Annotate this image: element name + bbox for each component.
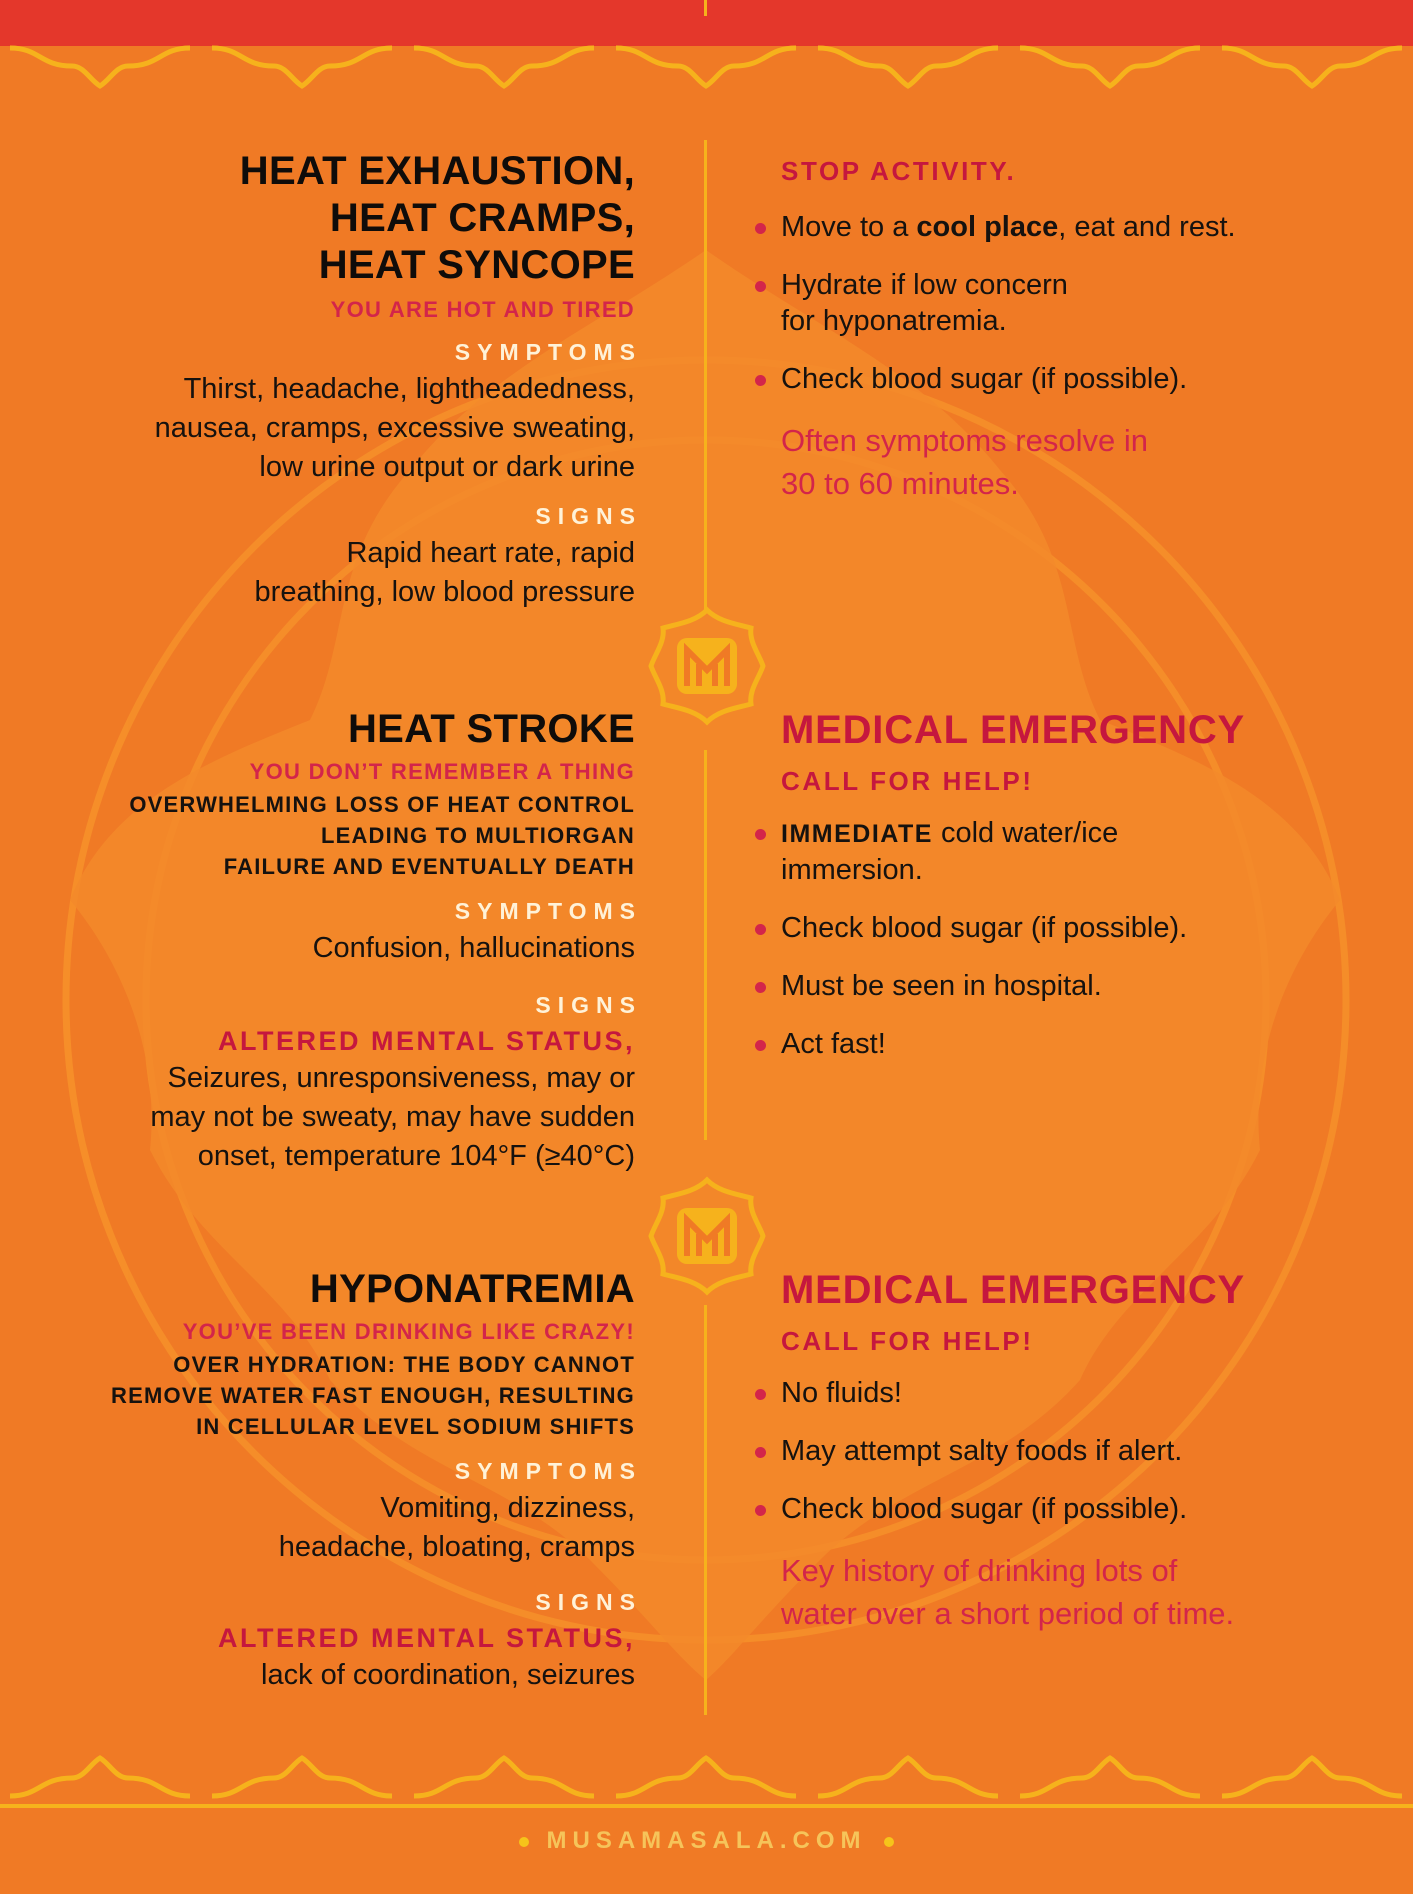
title-line: HEAT STROKE <box>347 707 635 751</box>
list-item <box>781 1026 1381 1062</box>
bullet-text: cold water/ice <box>932 817 1119 849</box>
signs-text <box>15 534 635 612</box>
signs-line: lack of coordination, seizures <box>261 1659 635 1691</box>
symptoms-line: headache, bloating, cramps <box>278 1531 635 1563</box>
action-list <box>781 1375 1381 1527</box>
title-line: HEAT CRAMPS, <box>329 196 635 240</box>
website-link[interactable]: MUSAMASALA.COM <box>546 1827 867 1854</box>
monogram-emblem-icon <box>647 606 767 726</box>
signs-line: onset, temperature 104°F (≥40°C) <box>197 1140 635 1172</box>
bullet-text: , eat and rest. <box>1058 211 1236 243</box>
monogram-emblem-icon <box>647 1176 767 1296</box>
symptoms-label: SYMPTOMS <box>454 898 642 924</box>
signs-text <box>15 1656 635 1695</box>
bullet-text: Act fast! <box>781 1028 886 1060</box>
symptoms-line: Thirst, headache, lightheadedness, <box>183 373 635 405</box>
section-title <box>15 148 635 289</box>
bullet-dot-icon <box>755 223 766 234</box>
description-line: REMOVE WATER FAST ENOUGH, RESULTING <box>111 1383 635 1408</box>
center-divider-2 <box>704 750 707 1140</box>
bullet-text: Check blood sugar (if possible). <box>781 912 1188 944</box>
section-subtitle: YOU’VE BEEN DRINKING LIKE CRAZY! <box>182 1319 635 1344</box>
list-item <box>781 1433 1381 1469</box>
signs-emphasis: ALTERED MENTAL STATUS, <box>218 1623 635 1653</box>
bullet-text: May attempt salty foods if alert. <box>781 1435 1183 1467</box>
description-line: FAILURE AND EVENTUALLY DEATH <box>223 854 635 879</box>
bullet-text: Must be seen in hospital. <box>781 970 1102 1002</box>
symptoms-label: SYMPTOMS <box>454 339 642 365</box>
bullet-text: Check blood sugar (if possible). <box>781 1493 1188 1525</box>
section-heat-stroke <box>15 706 642 1176</box>
section-title <box>15 706 635 753</box>
action-list <box>781 209 1381 397</box>
bullet-bold: cool place <box>916 211 1059 243</box>
description-line: OVER HYDRATION: THE BODY CANNOT <box>173 1352 635 1377</box>
action-heat-exhaustion <box>781 156 1381 505</box>
note-line: water over a short period of time. <box>781 1596 1235 1631</box>
list-item <box>781 968 1381 1004</box>
signs-emphasis: ALTERED MENTAL STATUS, <box>218 1026 635 1056</box>
signs-line: Seizures, unresponsiveness, may or <box>167 1062 635 1094</box>
signs-line: Rapid heart rate, rapid <box>346 537 635 569</box>
bullet-text: immersion. <box>781 854 923 886</box>
footer-dot-icon <box>519 1837 529 1847</box>
bullet-text: Move to a <box>781 211 917 243</box>
action-note <box>781 1549 1381 1635</box>
action-heading: STOP ACTIVITY. <box>781 156 1017 186</box>
list-item <box>781 267 1381 339</box>
action-note <box>781 419 1381 505</box>
section-heat-exhaustion <box>15 148 642 612</box>
section-title <box>15 1266 635 1313</box>
action-heading: MEDICAL EMERGENCY <box>781 708 1246 752</box>
action-heading: MEDICAL EMERGENCY <box>781 1268 1246 1312</box>
list-item <box>781 1491 1381 1527</box>
bullet-dot-icon <box>755 281 766 292</box>
bullet-bold: IMMEDIATE <box>781 820 933 848</box>
bullet-text: Hydrate if low concern <box>781 269 1068 301</box>
title-line: HEAT SYNCOPE <box>318 243 635 287</box>
section-subtitle: YOU ARE HOT AND TIRED <box>330 297 635 322</box>
section-subtitle: YOU DON’T REMEMBER A THING <box>249 759 635 784</box>
footer <box>0 1827 1413 1855</box>
bullet-dot-icon <box>755 1505 766 1516</box>
symptoms-text <box>15 1489 635 1567</box>
bullet-text: Check blood sugar (if possible). <box>781 363 1188 395</box>
symptoms-line: low urine output or dark urine <box>259 451 635 483</box>
symptoms-line: nausea, cramps, excessive sweating, <box>154 412 635 444</box>
call-for-help: CALL FOR HELP! <box>781 766 1034 796</box>
symptoms-text <box>15 370 635 487</box>
action-hyponatremia <box>781 1266 1381 1635</box>
bullet-dot-icon <box>755 924 766 935</box>
description-line: OVERWHELMING LOSS OF HEAT CONTROL <box>129 792 635 817</box>
bullet-text: for hyponatremia. <box>781 305 1007 337</box>
list-item <box>781 815 1381 888</box>
bullet-dot-icon <box>755 375 766 386</box>
signs-label: SIGNS <box>535 503 642 529</box>
symptoms-label: SYMPTOMS <box>454 1458 642 1484</box>
bullet-text: No fluids! <box>781 1377 902 1409</box>
note-line: 30 to 60 minutes. <box>781 466 1019 501</box>
signs-label: SIGNS <box>535 1589 642 1615</box>
signs-label: SIGNS <box>535 992 642 1018</box>
center-divider-3 <box>704 1305 707 1715</box>
bullet-dot-icon <box>755 982 766 993</box>
symptoms-line: Vomiting, dizziness, <box>380 1492 635 1524</box>
title-line: HEAT EXHAUSTION, <box>239 149 635 193</box>
symptoms-text <box>15 929 635 968</box>
signs-text <box>15 1059 635 1176</box>
section-description <box>15 789 635 882</box>
bullet-dot-icon <box>755 1389 766 1400</box>
call-for-help: CALL FOR HELP! <box>781 1326 1034 1356</box>
bullet-dot-icon <box>755 829 766 840</box>
list-item <box>781 209 1381 245</box>
bullet-dot-icon <box>755 1040 766 1051</box>
section-hyponatremia <box>15 1266 642 1695</box>
list-item <box>781 361 1381 397</box>
note-line: Often symptoms resolve in <box>781 423 1148 458</box>
section-description <box>15 1349 635 1442</box>
list-item <box>781 910 1381 946</box>
note-line: Key history of drinking lots of <box>781 1553 1178 1588</box>
description-line: IN CELLULAR LEVEL SODIUM SHIFTS <box>196 1414 635 1439</box>
list-item <box>781 1375 1381 1411</box>
bullet-dot-icon <box>755 1447 766 1458</box>
description-line: LEADING TO MULTIORGAN <box>320 823 635 848</box>
signs-line: breathing, low blood pressure <box>254 576 635 608</box>
signs-line: may not be sweaty, may have sudden <box>150 1101 635 1133</box>
center-divider-1 <box>704 140 707 610</box>
action-heat-stroke <box>781 706 1381 1084</box>
footer-dot-icon <box>884 1837 894 1847</box>
action-list <box>781 815 1381 1062</box>
symptoms-line: Confusion, hallucinations <box>312 932 635 964</box>
title-line: HYPONATREMIA <box>309 1267 635 1311</box>
